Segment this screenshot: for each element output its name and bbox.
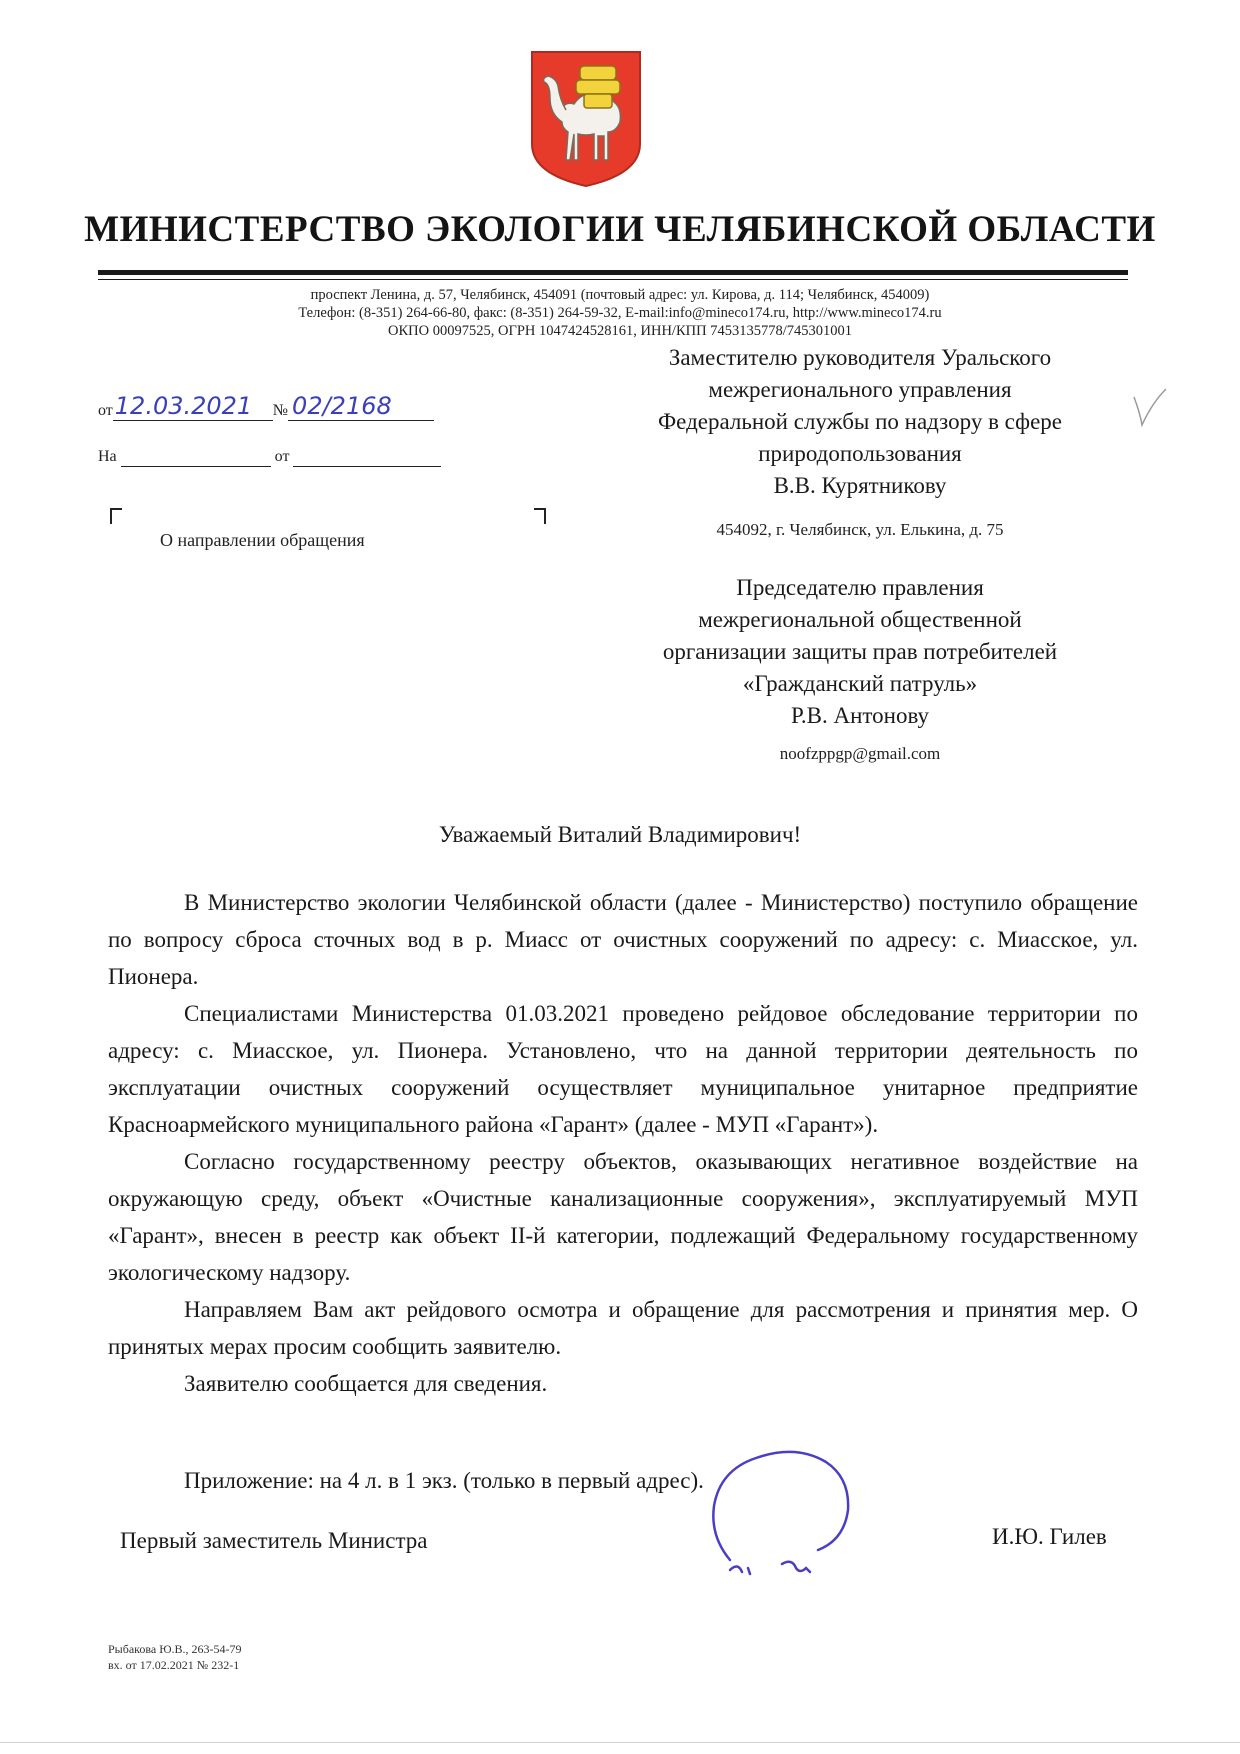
coat-of-arms-icon [528,48,644,190]
number-line [288,392,434,421]
body-paragraph: Заявителю сообщается для сведения. [184,1371,548,1396]
page-edge [0,1742,1240,1743]
signer-title: Первый заместитель Министра [120,1528,428,1553]
addressee-name: В.В. Курятникову [773,473,947,498]
on-prefix: На [98,448,117,465]
executor-info: Рыбакова Ю.В., 263-54-79 [108,1642,242,1656]
letter-body [108,884,1138,1402]
body-paragraph: Направляем Вам акт рейдового осмотра и обращение для рассмотрения и принятия мер. О принятых мерах просим сообщить заявителю. [108,1297,1138,1359]
handwritten-number: 02/2168 [292,392,392,420]
from-prefix: от [98,402,113,419]
on-number-line [121,448,271,467]
header-rule-thin [98,279,1128,280]
contact-address-line: проспект Ленина, д. 57, Челябинск, 454091 (почтовый адрес: ул. Кирова, д. 114; Челябинск, 454009) [310,287,930,303]
addressee-1 [610,342,1110,502]
subject-corner-left [110,508,122,524]
subject-corner-right [534,508,546,524]
signer-name: И.Ю. Гилев [992,1524,1107,1549]
incoming-info: вх. от 17.02.2021 № 232-1 [108,1658,240,1672]
header-rule-thick [98,270,1128,275]
addressee-line: межрегиональной общественной [698,607,1022,632]
body-paragraph: Специалистами Министерства 01.03.2021 проведено рейдовое обследование территории по адресу: с. Миасское, ул. Пионера. Установлено, что на данной территории деятельность по эксплуатации очистных сооружений осуществляет муниципальное унитарное предприятие Красноармейского муниципального района «Гарант» (далее - МУП «Гарант»). [108,1001,1138,1137]
check-mark-icon [1130,385,1170,430]
addressee-line: Председателю правления [736,575,984,600]
addressee-line: природопользования [758,441,962,466]
addressee-line: организации защиты прав потребителей [662,639,1058,664]
addressee-name: Р.В. Антонову [790,703,930,728]
addressee-2 [610,572,1110,732]
handwritten-signature-icon [700,1440,890,1580]
on-date-line [293,448,441,467]
contact-phone-line: Телефон: (8-351) 264-66-80, факс: (8-351) 264-59-32, E-mail:info@mineco174.ru, http://www.mineco174.ru [298,305,942,321]
addressee-line: Федеральной службы по надзору в сфере [658,409,1062,434]
date-line [113,392,273,421]
greeting: Уважаемый Виталий Владимирович! [438,822,802,847]
addressee-line: «Гражданский патруль» [742,671,978,696]
body-paragraph: В Министерство экологии Челябинской области (далее - Министерство) поступило обращение по вопросу сброса сточных вод в р. Миасс от очистных сооружений по адресу: с. Миасское, ул. Пионера. [108,890,1138,989]
addressee-2-email: noofzppgp@gmail.com [779,744,941,763]
body-paragraph: Согласно государственному реестру объектов, оказывающих негативное воздействие на окружающую среду, объект «Очистные канализационные сооружения», эксплуатируемый МУП «Гарант», внесен в реестр как объект II-й категории, подлежащий Федеральному государственному экологическому надзору. [108,1149,1138,1285]
addressee-line: межрегионального управления [708,377,1012,402]
attachment-note: Приложение: на 4 л. в 1 экз. (только в первый адрес). [184,1468,704,1493]
ministry-title: МИНИСТЕРСТВО ЭКОЛОГИИ ЧЕЛЯБИНСКОЙ ОБЛАСТИ [84,209,1156,250]
number-prefix: № [272,402,289,419]
addressee-1-address: 454092, г. Челябинск, ул. Елькина, д. 75 [716,520,1004,539]
contact-registry-line: ОКПО 00097525, ОГРН 1047424528161, ИНН/КПП 7453135778/745301001 [388,323,852,339]
addressee-line: Заместителю руководителя Уральского [668,345,1052,370]
on-from-prefix: от [274,448,290,465]
letter-subject: О направлении обращения [160,530,365,550]
handwritten-date: 12.03.2021 [114,392,253,420]
